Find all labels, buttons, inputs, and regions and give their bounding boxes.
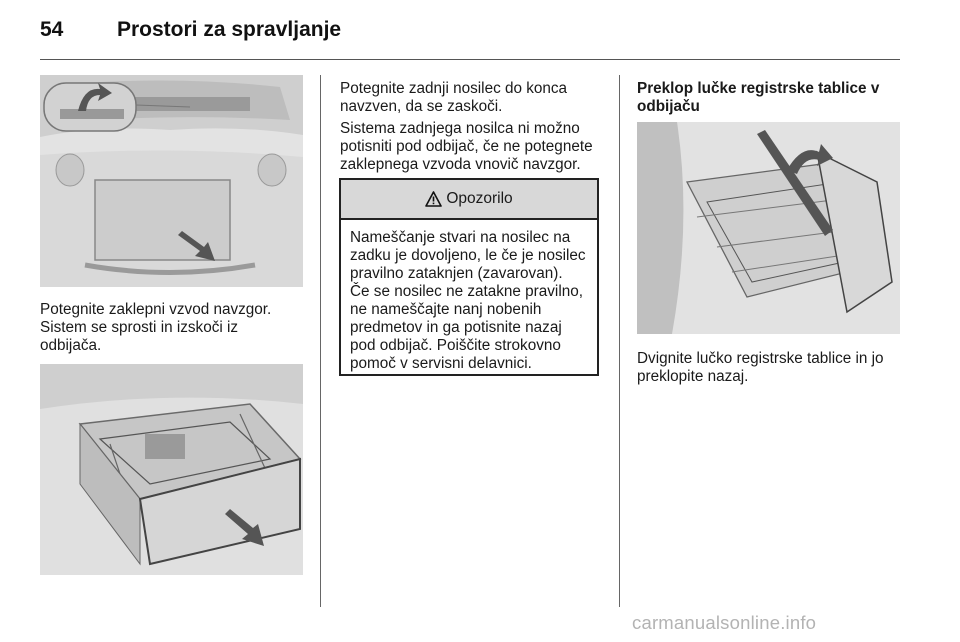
paragraph-push-back: Sistema zadnjega nosilca ni možno potisniti pod odbijač, če ne potegnete zaklepnega vzvoda vnovič navzgor. (340, 120, 593, 173)
figure-rear-carrier (40, 364, 303, 575)
warning-header (341, 180, 597, 220)
figure-bumper-lever (40, 75, 303, 287)
header-rule (40, 59, 900, 60)
section-subheading: Preklop lučke registrske tablice v odbijaču (637, 80, 880, 115)
caption-lever: Potegnite zaklepni vzvod navzgor. Sistem se sprosti in izskoči iz odbijača. (40, 301, 272, 354)
figure-license-light (637, 122, 900, 334)
caption-license-light: Dvignite lučko registrske tablice in jo preklopite nazaj. (637, 350, 884, 385)
paragraph-pull-out: Potegnite zadnji nosilec do konca navzven, da se zaskoči. (340, 80, 568, 115)
watermark: carmanualsonline.info (632, 612, 817, 633)
warning-box (339, 178, 599, 376)
warning-text: Nameščanje stvari na nosilec na zadku je dovoljeno, le če je nosilec pravilno zataknjen (zavarovan). Če se nosilec ne zatakne pravilno, ne nameščajte nanj nobenih predmetov in ga potisnite nazaj pod odbijač. Poiščite strokovno pomoč v servisni delavnici. (350, 229, 586, 372)
page-title: Prostori za spravljanje (117, 18, 342, 41)
warning-title: Opozorilo (446, 190, 513, 207)
column-divider-2 (619, 75, 620, 607)
warning-triangle-icon (425, 191, 442, 207)
column-divider-1 (320, 75, 321, 607)
page-number: 54 (40, 18, 64, 41)
